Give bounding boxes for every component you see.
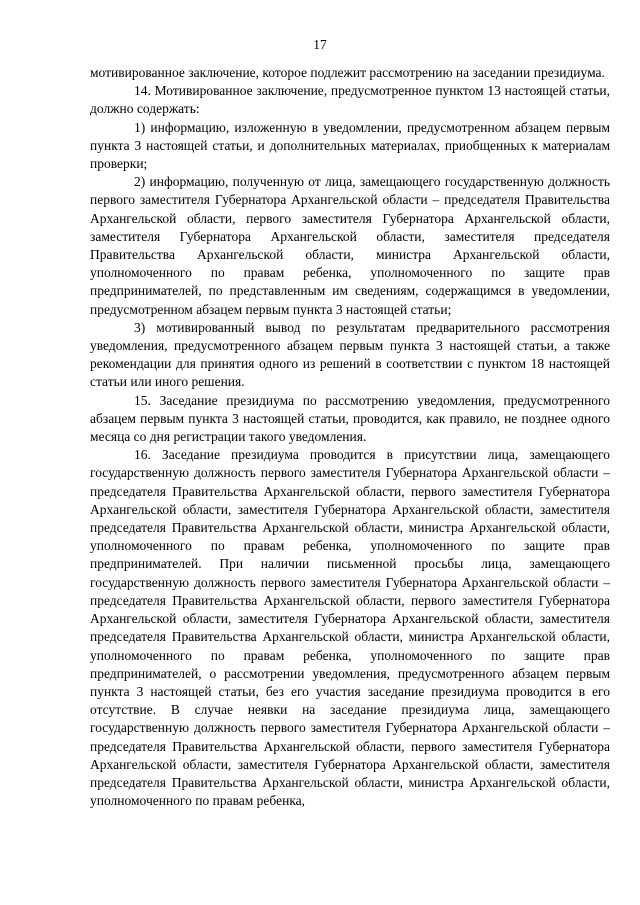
paragraph-item-14: 14. Мотивированное заключение, предусмотренное пунктом 13 настоящей статьи, должно содержать: <box>90 83 610 117</box>
paragraph-subitem-2: 2) информацию, полученную от лица, замещающего государственную должность первого заместителя Губернатора Архангельской области – председателя Правительства Архангельской области, первого заместителя Губернатора Архангельской области, заместителя Губернатора Архангельской области, заместителя председателя Правительства Архангельской области, министра Архангельской области, уполномоченного по правам ребенка, уполномоченного по защите прав предпринимателей, по представленным им сведениям, содержащимся в уведомлении, предусмотренном абзацем первым пункта 3 настоящей статьи; <box>90 174 610 317</box>
paragraph-subitem-1: 1) информацию, изложенную в уведомлении, предусмотренном абзацем первым пункта 3 настоящей статьи, и дополнительных материалах, приобщенных к материалам проверки; <box>90 119 610 172</box>
paragraph-continuation: мотивированное заключение, которое подлежит рассмотрению на заседании президиума. <box>90 65 605 80</box>
paragraph-item-15: 15. Заседание президиума по рассмотрению уведомления, предусмотренного абзацем первым пункта 3 настоящей статьи, проводится, как правило, не позднее одного месяца со дня регистрации такого уведомления. <box>90 392 610 445</box>
paragraph-item-16: 16. Заседание президиума проводится в присутствии лица, замещающего государственную должность первого заместителя Губернатора Архангельской области – председателя Правительства Архангельской области, первого заместителя Губернатора Архангельской области, заместителя Губернатора Архангельской области, заместителя председателя Правительства Архангельской области, министра Архангельской области, уполномоченного по правам ребенка, уполномоченного по защите прав предпринимателей. При наличии письменной просьбы лица, замещающего государственную должность первого заместителя Губернатора Архангельской области – председателя Правительства Архангельской области, первого заместителя Губернатора Архангельской области, заместителя Губернатора Архангельской области, заместителя председателя Правительства Архангельской области, министра Архангельской области, уполномоченного по правам ребенка, уполномоченного по защите прав предпринимателей, о рассмотрении уведомления, предусмотренного абзацем первым пункта 3 настоящей статьи, без его участия заседание президиума проводится в его отсутствие. В случае неявки на заседание президиума лица, замещающего государственную должность первого заместителя Губернатора Архангельской области – председателя Правительства Архангельской области, первого заместителя Губернатора Архангельской области, заместителя Губернатора Архангельской области, заместителя председателя Правительства Архангельской области, министра Архангельской области, уполномоченного по правам ребенка, <box>90 447 610 809</box>
paragraph-subitem-3: 3) мотивированный вывод по результатам предварительного рассмотрения уведомления, предусмотренного абзацем первым пункта 3 настоящей статьи, а также рекомендации для принятия одного из решений в соответствии с пунктом 18 настоящей статьи или иного решения. <box>90 319 610 390</box>
document-body <box>90 64 610 810</box>
page-number: 17 <box>313 37 327 52</box>
